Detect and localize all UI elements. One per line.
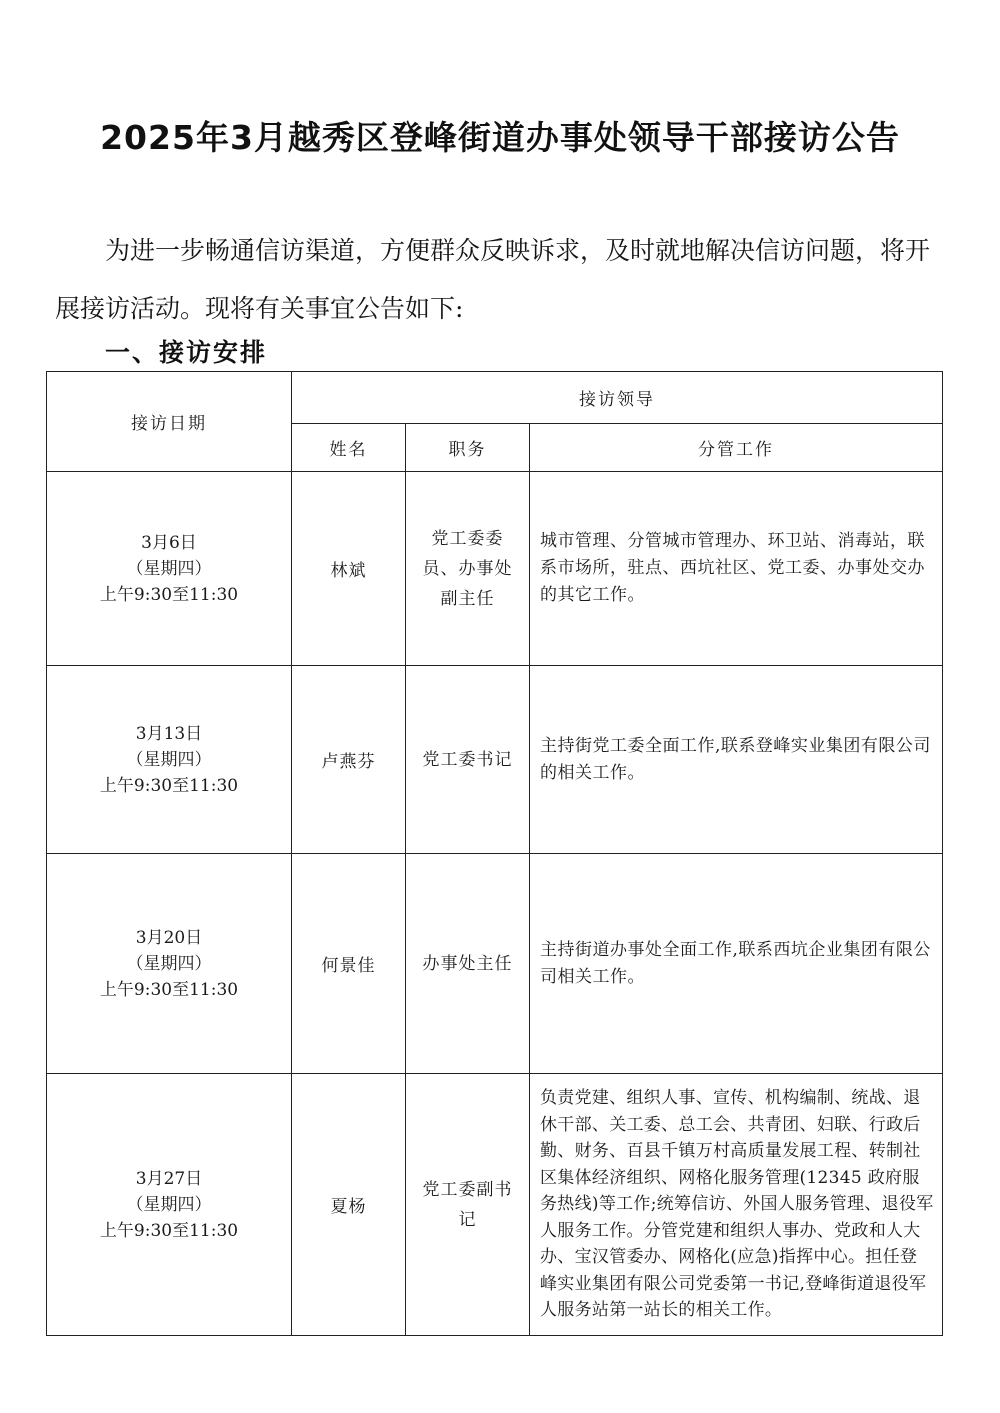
visit-time: 上午9:30至11:30 xyxy=(99,979,239,1000)
date-cell xyxy=(47,1074,292,1336)
visit-date: 3月13日 xyxy=(135,723,203,744)
leader-post: 党工委委员、办事处副主任 xyxy=(406,472,530,666)
visit-date: 3月20日 xyxy=(135,927,203,948)
header-leader-group: 接访领导 xyxy=(292,372,943,424)
table-row xyxy=(47,666,943,854)
leader-work: 主持街党工委全面工作,联系登峰实业集团有限公司的相关工作。 xyxy=(530,666,943,854)
leader-post: 办事处主任 xyxy=(406,854,530,1074)
visit-time: 上午9:30至11:30 xyxy=(99,775,239,796)
visit-time: 上午9:30至11:30 xyxy=(99,584,239,605)
date-cell xyxy=(47,854,292,1074)
visit-weekday: （星期四） xyxy=(126,1194,212,1215)
visit-weekday: （星期四） xyxy=(126,953,212,974)
visit-date: 3月6日 xyxy=(141,532,197,553)
header-date: 接访日期 xyxy=(47,372,292,472)
date-cell xyxy=(47,666,292,854)
visit-time: 上午9:30至11:30 xyxy=(99,1220,239,1241)
leader-name: 卢燕芬 xyxy=(292,666,406,854)
leader-name: 林斌 xyxy=(292,472,406,666)
document-title: 2025年3月越秀区登峰街道办事处领导干部接访公告 xyxy=(100,118,900,157)
table-row xyxy=(47,1074,943,1336)
header-work: 分管工作 xyxy=(530,424,943,472)
visit-date: 3月27日 xyxy=(135,1168,203,1189)
header-name: 姓名 xyxy=(292,424,406,472)
header-post: 职务 xyxy=(406,424,530,472)
table-row xyxy=(47,854,943,1074)
leader-work: 城市管理、分管城市管理办、环卫站、消毒站，联系市场所，驻点、西坑社区、党工委、办事处交办的其它工作。 xyxy=(530,472,943,666)
leader-post: 党工委副书记 xyxy=(406,1074,530,1336)
table-row xyxy=(47,472,943,666)
section-heading: 一、接访安排 xyxy=(105,338,268,367)
leader-name: 夏杨 xyxy=(292,1074,406,1336)
visit-weekday: （星期四） xyxy=(126,558,212,579)
visit-weekday: （星期四） xyxy=(126,749,212,770)
header-row-top xyxy=(47,372,943,424)
date-cell xyxy=(47,472,292,666)
intro-paragraph: 为进一步畅通信访渠道，方便群众反映诉求，及时就地解决信访问题，将开展接访活动。现将有关事宜公告如下: xyxy=(55,236,931,323)
leader-post: 党工委书记 xyxy=(406,666,530,854)
schedule-table xyxy=(46,371,943,1336)
leader-name: 何景佳 xyxy=(292,854,406,1074)
leader-work: 负责党建、组织人事、宣传、机构编制、统战、退休干部、关工委、总工会、共青团、妇联、行政后勤、财务、百县千镇万村高质量发展工程、转制社区集体经济组织、网格化服务管理(12345 政府服务热线)等工作;统筹信访、外国人服务管理、退役军人服务工作。分管党建和组织人事办、党政和人大办、宝汉管委办、网格化(应急)指挥中心。担任登峰实业集团有限公司党委第一书记,登峰街道退役军人服务站第一站长的相关工作。 xyxy=(530,1074,943,1336)
leader-work: 主持街道办事处全面工作,联系西坑企业集团有限公司相关工作。 xyxy=(530,854,943,1074)
